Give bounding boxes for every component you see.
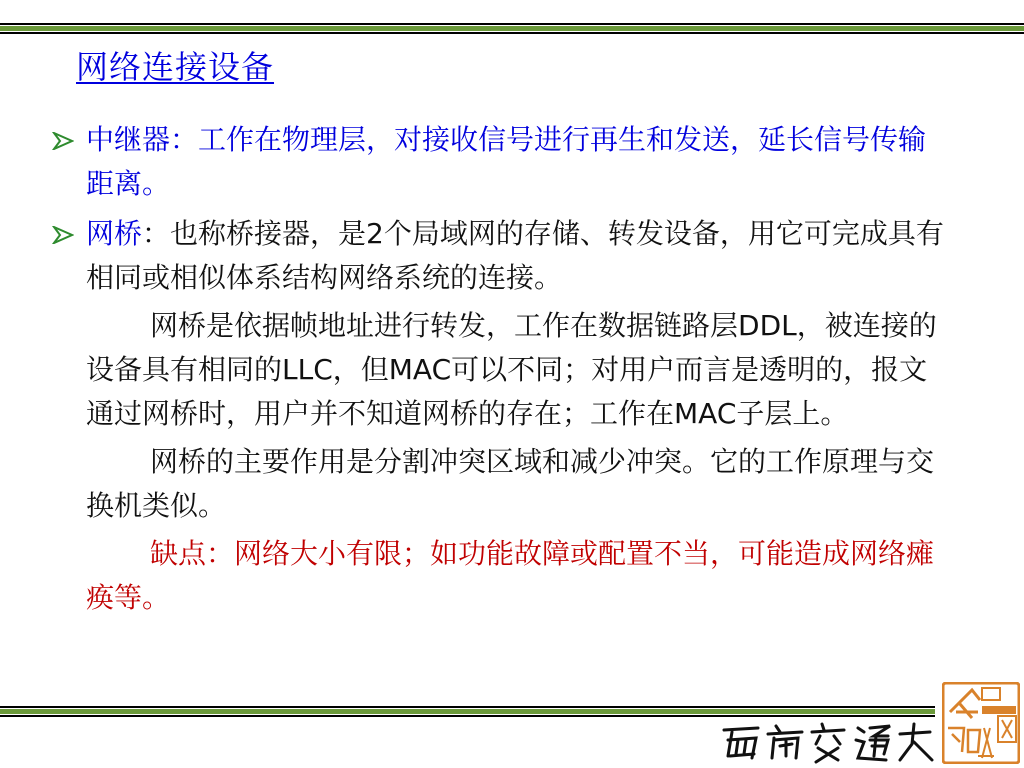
paragraph-text: 网桥的主要作用是分割冲突区域和减少冲突。它的工作原理与交换机类似。 (86, 445, 935, 522)
warning-text: 缺点：网络大小有限；如功能故障或配置不当，可能造成网络瘫痪等。 (86, 537, 935, 614)
paragraph-disadvantage (50, 532, 950, 620)
paragraph-bridge-forwarding (50, 304, 950, 436)
university-seal-icon (942, 682, 1020, 764)
university-signature (718, 718, 936, 766)
top-divider (0, 23, 1024, 35)
bullet-repeater (50, 118, 950, 206)
bullet-term-bridge: 网桥 (86, 217, 143, 250)
slide-body (50, 118, 950, 620)
bullet-term-repeater: 中继器 (86, 123, 171, 156)
bullet-text-repeater: ：工作在物理层，对接收信号进行再生和发送，延长信号传输距离。 (86, 123, 927, 200)
bullet-bridge (50, 212, 950, 300)
arrow-bullet-icon (52, 132, 74, 150)
paragraph-text: 网桥是依据帧地址进行转发，工作在数据链路层DDL，被连接的设备具有相同的LLC，但MAC可以不同；对用户而言是透明的，报文通过网桥时，用户并不知道网桥的存在；工作在MAC子层上。 (86, 309, 937, 430)
bullet-text-bridge: ：也称桥接器，是2个局域网的存储、转发设备，用它可完成具有相同或相似体系结构网络系统的连接。 (86, 217, 944, 294)
slide-title: 网络连接设备 (76, 48, 275, 86)
bottom-divider (0, 706, 935, 718)
arrow-bullet-icon (52, 226, 74, 244)
paragraph-bridge-function (50, 440, 950, 528)
